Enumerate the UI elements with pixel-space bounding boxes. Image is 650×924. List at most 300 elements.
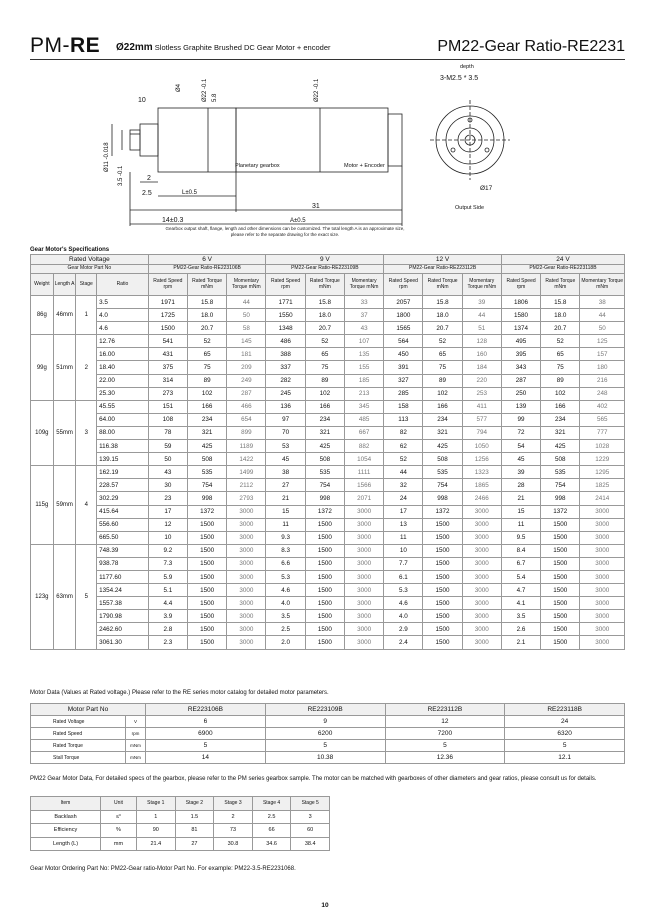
torque-cell: 1500	[541, 557, 580, 570]
speed-cell: 6.1	[384, 570, 423, 583]
speed-cell: 39	[501, 466, 540, 479]
dim-depth: depth	[460, 64, 474, 70]
spec-row	[31, 309, 625, 322]
torque-cell: 1500	[423, 531, 462, 544]
gearbox-header-cell: Stage 3	[214, 797, 253, 811]
momentary-cell: 3000	[344, 518, 383, 531]
momentary-cell: 3000	[580, 584, 625, 597]
torque-cell: 1500	[423, 557, 462, 570]
group-stage: 2	[76, 335, 97, 400]
gearbox-cell: 60	[291, 824, 330, 838]
momentary-cell: 248	[580, 387, 625, 400]
torque-cell: 1500	[187, 531, 226, 544]
technical-drawing	[100, 62, 530, 232]
speed-cell: 4.7	[501, 584, 540, 597]
torque-cell: 166	[187, 400, 226, 413]
momentary-cell: 3000	[227, 597, 266, 610]
momentary-cell: 155	[344, 361, 383, 374]
spec-row	[31, 636, 625, 649]
speed-cell: 8.3	[266, 544, 305, 557]
ratio-cell: 4.6	[97, 322, 149, 335]
motor-param-value: 5	[385, 740, 505, 752]
momentary-cell: 145	[227, 335, 266, 348]
speed-cell: 273	[148, 387, 187, 400]
torque-cell: 102	[187, 387, 226, 400]
gearbox-cell: Efficiency	[31, 824, 101, 838]
gearbox-cell: 2.5	[252, 810, 291, 824]
torque-cell: 1500	[305, 610, 344, 623]
torque-cell: 166	[423, 400, 462, 413]
group-weight: 99g	[31, 335, 54, 400]
momentary-cell: 50	[580, 322, 625, 335]
speed-cell: 13	[384, 518, 423, 531]
speed-cell: 21	[266, 492, 305, 505]
ratio-cell: 1354.24	[97, 584, 149, 597]
torque-cell: 1500	[305, 597, 344, 610]
momentary-cell: 2414	[580, 492, 625, 505]
torque-cell: 89	[541, 374, 580, 387]
dim-31: 31	[312, 203, 320, 210]
momentary-cell: 253	[462, 387, 501, 400]
speed-cell: 11	[501, 518, 540, 531]
torque-cell: 102	[541, 387, 580, 400]
gearbox-cell: 2	[214, 810, 253, 824]
torque-cell: 1500	[187, 518, 226, 531]
torque-cell: 75	[541, 361, 580, 374]
col-torque: Rated Torque mNm	[187, 274, 226, 296]
momentary-cell: 1054	[344, 453, 383, 466]
group-weight: 123g	[31, 544, 54, 649]
torque-cell: 535	[187, 466, 226, 479]
motor-part-no: RE223106B	[146, 704, 266, 716]
motor-data-row	[31, 740, 625, 752]
speed-cell: 28	[501, 479, 540, 492]
dim-25: 2.5	[142, 190, 152, 197]
ratio-cell: 3.5	[97, 296, 149, 309]
motor-param-value: 12.1	[505, 752, 625, 764]
speed-cell: 395	[501, 348, 540, 361]
speed-cell: 1771	[266, 296, 305, 309]
ratio-cell: 556.60	[97, 518, 149, 531]
gearbox-cell: ≤°	[101, 810, 137, 824]
torque-cell: 1500	[305, 584, 344, 597]
momentary-cell: 2071	[344, 492, 383, 505]
torque-cell: 1500	[423, 584, 462, 597]
dim-a: A±0.5	[290, 218, 306, 224]
speed-cell: 4.0	[266, 597, 305, 610]
speed-cell: 10	[148, 531, 187, 544]
momentary-cell: 3000	[580, 518, 625, 531]
torque-cell: 15.8	[187, 296, 226, 309]
momentary-cell: 38	[580, 296, 625, 309]
gearbox-header-row	[31, 797, 330, 811]
speed-cell: 1348	[266, 322, 305, 335]
gearbox-cell: 38.4	[291, 837, 330, 851]
motor-param-value: 5	[146, 740, 266, 752]
speed-cell: 486	[266, 335, 305, 348]
spec-row	[31, 453, 625, 466]
momentary-cell: 44	[580, 309, 625, 322]
speed-cell: 1550	[266, 309, 305, 322]
motor-param-value: 6200	[265, 728, 385, 740]
speed-cell: 2.9	[384, 623, 423, 636]
part-no-24v: PM22-Gear Ratio-RE223118B	[501, 265, 624, 274]
gearbox-data-body	[31, 810, 330, 851]
momentary-cell: 125	[580, 335, 625, 348]
gearbox-cell: Length (L)	[31, 837, 101, 851]
torque-cell: 1500	[187, 544, 226, 557]
group-length: 51mm	[53, 335, 76, 400]
speed-cell: 245	[266, 387, 305, 400]
motor-param-value: 5	[505, 740, 625, 752]
momentary-cell: 181	[227, 348, 266, 361]
gearbox-header-cell: Stage 1	[137, 797, 176, 811]
momentary-cell: 3000	[227, 636, 266, 649]
momentary-cell: 2793	[227, 492, 266, 505]
spec-row	[31, 413, 625, 426]
momentary-cell: 3000	[462, 505, 501, 518]
ratio-cell: 2462.60	[97, 623, 149, 636]
speed-cell: 1374	[501, 322, 540, 335]
col-weight: Weight	[31, 274, 54, 296]
torque-cell: 65	[541, 348, 580, 361]
spec-row	[31, 374, 625, 387]
speed-cell: 450	[384, 348, 423, 361]
torque-cell: 1500	[541, 544, 580, 557]
torque-cell: 166	[541, 400, 580, 413]
momentary-cell: 1189	[227, 440, 266, 453]
momentary-cell: 345	[344, 400, 383, 413]
torque-cell: 1500	[423, 623, 462, 636]
speed-cell: 43	[148, 466, 187, 479]
momentary-cell: 882	[344, 440, 383, 453]
group-weight: 109g	[31, 400, 54, 465]
momentary-cell: 33	[344, 296, 383, 309]
col-torque: Rated Torque mNm	[305, 274, 344, 296]
torque-cell: 508	[305, 453, 344, 466]
col-speed: Rated Speed rpm	[501, 274, 540, 296]
momentary-cell: 44	[227, 296, 266, 309]
momentary-cell: 3000	[227, 544, 266, 557]
torque-cell: 998	[423, 492, 462, 505]
torque-cell: 425	[305, 440, 344, 453]
momentary-cell: 209	[227, 361, 266, 374]
torque-cell: 321	[423, 426, 462, 439]
momentary-cell: 3000	[462, 584, 501, 597]
torque-cell: 65	[187, 348, 226, 361]
col-momentary: Momentary Torque mNm	[227, 274, 266, 296]
gearbox-header-cell: Stage 4	[252, 797, 291, 811]
gearbox-cell: 27	[175, 837, 214, 851]
momentary-cell: 3000	[580, 544, 625, 557]
torque-cell: 1500	[541, 610, 580, 623]
speed-cell: 4.6	[266, 584, 305, 597]
momentary-cell: 411	[462, 400, 501, 413]
speed-cell: 282	[266, 374, 305, 387]
torque-cell: 1372	[305, 505, 344, 518]
momentary-cell: 3000	[344, 570, 383, 583]
momentary-cell: 3000	[227, 557, 266, 570]
speed-cell: 5.1	[148, 584, 187, 597]
gearbox-row	[31, 837, 330, 851]
torque-cell: 425	[423, 440, 462, 453]
voltage-24: 24 V	[501, 255, 624, 265]
part-no-12v: PM22-Gear Ratio-RE223112B	[384, 265, 502, 274]
speed-cell: 2.4	[384, 636, 423, 649]
momentary-cell: 287	[227, 387, 266, 400]
torque-cell: 1500	[541, 623, 580, 636]
spec-title: Gear Motor's Specifications	[30, 247, 110, 253]
speed-cell: 1806	[501, 296, 540, 309]
speed-cell: 30	[148, 479, 187, 492]
spec-body	[31, 296, 625, 650]
ratio-title: PM22-Gear Ratio-RE2231	[437, 38, 625, 55]
spec-row	[31, 557, 625, 570]
momentary-cell: 3000	[344, 544, 383, 557]
momentary-cell: 39	[462, 296, 501, 309]
motor-data-body	[31, 716, 625, 764]
torque-cell: 1500	[187, 610, 226, 623]
momentary-cell: 3000	[462, 531, 501, 544]
ordering-info: Gear Motor Ordering Part No: PM22-Gear ratio-Motor Part No. For example: PM22-3.5-RE2231068.	[30, 866, 296, 872]
speed-cell: 314	[148, 374, 187, 387]
torque-cell: 1500	[541, 570, 580, 583]
torque-cell: 1500	[541, 584, 580, 597]
speed-cell: 38	[266, 466, 305, 479]
motor-param-value: 12.36	[385, 752, 505, 764]
spec-row	[31, 387, 625, 400]
torque-cell: 1500	[187, 584, 226, 597]
ratio-cell: 18.40	[97, 361, 149, 374]
gearbox-cell: 66	[252, 824, 291, 838]
torque-cell: 998	[541, 492, 580, 505]
speed-cell: 9.5	[501, 531, 540, 544]
speed-cell: 337	[266, 361, 305, 374]
speed-cell: 6.7	[501, 557, 540, 570]
momentary-cell: 3000	[344, 636, 383, 649]
momentary-cell: 44	[462, 309, 501, 322]
speed-cell: 250	[501, 387, 540, 400]
momentary-cell: 185	[344, 374, 383, 387]
page-header	[30, 34, 625, 58]
torque-cell: 1500	[305, 544, 344, 557]
motor-param-label: Stall Torque	[31, 752, 126, 764]
speed-cell: 8.4	[501, 544, 540, 557]
torque-cell: 1500	[423, 518, 462, 531]
voltage-12: 12 V	[384, 255, 502, 265]
gearbox-flange	[140, 124, 158, 156]
torque-cell: 1372	[541, 505, 580, 518]
torque-cell: 1500	[423, 636, 462, 649]
momentary-cell: 1256	[462, 453, 501, 466]
momentary-cell: 2112	[227, 479, 266, 492]
motor-param-value: 9	[265, 716, 385, 728]
gearbox-cell: Backlash	[31, 810, 101, 824]
part-no-6v: PM22-Gear Ratio-RE223106B	[148, 265, 266, 274]
torque-cell: 102	[423, 387, 462, 400]
part-no-9v: PM22-Gear Ratio-RE223109B	[266, 265, 384, 274]
speed-cell: 9.2	[148, 544, 187, 557]
speed-cell: 6.6	[266, 557, 305, 570]
gearbox-data-title: PM22 Gear Motor Data, For detailed specs of the gearbox, please refer to the PM series gearbox sample. The motor can be matched with gearboxes of other diameters and gear ratios, please consult us for details.	[30, 776, 597, 782]
motor-param-value: 12	[385, 716, 505, 728]
dim-d11: Ø11 -0.018	[104, 142, 110, 172]
momentary-cell: 160	[462, 348, 501, 361]
speed-cell: 2.5	[266, 623, 305, 636]
torque-cell: 1500	[541, 518, 580, 531]
momentary-cell: 1111	[344, 466, 383, 479]
ratio-cell: 88.00	[97, 426, 149, 439]
ratio-cell: 45.55	[97, 400, 149, 413]
spec-row	[31, 570, 625, 583]
torque-cell: 1500	[305, 623, 344, 636]
momentary-cell: 180	[580, 361, 625, 374]
torque-cell: 15.8	[305, 296, 344, 309]
torque-cell: 1500	[541, 597, 580, 610]
torque-cell: 1500	[305, 570, 344, 583]
momentary-cell: 466	[227, 400, 266, 413]
momentary-cell: 249	[227, 374, 266, 387]
spec-row	[31, 492, 625, 505]
torque-cell: 754	[423, 479, 462, 492]
gearbox-header-cell: Unit	[101, 797, 137, 811]
momentary-cell: 485	[344, 413, 383, 426]
speed-cell: 139	[501, 400, 540, 413]
torque-cell: 1372	[423, 505, 462, 518]
speed-cell: 32	[384, 479, 423, 492]
speed-cell: 7.3	[148, 557, 187, 570]
speed-cell: 391	[384, 361, 423, 374]
speed-cell: 11	[384, 531, 423, 544]
momentary-cell: 3000	[227, 610, 266, 623]
page-number: 10	[321, 902, 329, 909]
torque-cell: 52	[423, 335, 462, 348]
dim-58: 5.8	[212, 93, 218, 102]
speed-cell: 2.3	[148, 636, 187, 649]
motor-data-table	[30, 703, 625, 764]
momentary-cell: 1323	[462, 466, 501, 479]
speed-cell: 11	[266, 518, 305, 531]
ratio-cell: 12.76	[97, 335, 149, 348]
motor-data-title: Motor Data (Values at Rated voltage.) Please refer to the RE series motor catalog for detailed motor parameters.	[30, 690, 329, 696]
dim-14: 14±0.3	[162, 217, 184, 224]
label-output-side: Output Side	[455, 205, 485, 211]
momentary-cell: 3000	[227, 505, 266, 518]
motor-part-no: RE223109B	[265, 704, 385, 716]
col-speed: Rated Speed rpm	[148, 274, 187, 296]
motor-param-unit: V	[126, 716, 146, 728]
speed-cell: 285	[384, 387, 423, 400]
gearbox-cell: 30.8	[214, 837, 253, 851]
gearbox-cell: 1	[137, 810, 176, 824]
speed-cell: 388	[266, 348, 305, 361]
speed-cell: 431	[148, 348, 187, 361]
speed-cell: 3.9	[148, 610, 187, 623]
ratio-cell: 22.00	[97, 374, 149, 387]
motor-data-row	[31, 752, 625, 764]
momentary-cell: 157	[580, 348, 625, 361]
spec-row	[31, 361, 625, 374]
torque-cell: 18.0	[423, 309, 462, 322]
motor-param-label: Rated Voltage	[31, 716, 126, 728]
momentary-cell: 1825	[580, 479, 625, 492]
dim-35: 3.5 -0.1	[118, 165, 124, 186]
momentary-cell: 3000	[462, 557, 501, 570]
momentary-cell: 3000	[462, 623, 501, 636]
speed-cell: 15	[501, 505, 540, 518]
speed-cell: 54	[501, 440, 540, 453]
ratio-cell: 64.00	[97, 413, 149, 426]
speed-cell: 5.3	[384, 584, 423, 597]
momentary-cell: 1229	[580, 453, 625, 466]
momentary-cell: 3000	[344, 610, 383, 623]
torque-cell: 20.7	[541, 322, 580, 335]
part-no-label: Gear Motor Part No	[31, 265, 149, 274]
ratio-cell: 162.19	[97, 466, 149, 479]
momentary-cell: 128	[462, 335, 501, 348]
spec-row	[31, 296, 625, 309]
group-stage: 4	[76, 466, 97, 545]
speed-cell: 59	[148, 440, 187, 453]
gearbox-cell: 73	[214, 824, 253, 838]
torque-cell: 20.7	[187, 322, 226, 335]
speed-cell: 2.1	[501, 636, 540, 649]
momentary-cell: 135	[344, 348, 383, 361]
speed-cell: 2057	[384, 296, 423, 309]
momentary-cell: 3000	[462, 570, 501, 583]
spec-row	[31, 544, 625, 557]
speed-cell: 4.0	[384, 610, 423, 623]
torque-cell: 15.8	[541, 296, 580, 309]
speed-cell: 17	[148, 505, 187, 518]
speed-cell: 1580	[501, 309, 540, 322]
momentary-cell: 577	[462, 413, 501, 426]
speed-cell: 1500	[148, 322, 187, 335]
encoder-cap	[388, 114, 402, 166]
dim-d22a: Ø22 -0.1	[202, 78, 208, 102]
speed-cell: 72	[501, 426, 540, 439]
torque-cell: 754	[305, 479, 344, 492]
dim-d17: Ø17	[480, 185, 493, 192]
torque-cell: 18.0	[187, 309, 226, 322]
momentary-cell: 1050	[462, 440, 501, 453]
motor-param-value: 24	[505, 716, 625, 728]
speed-cell: 5.3	[266, 570, 305, 583]
speed-cell: 62	[384, 440, 423, 453]
gearbox-header-cell: Stage 5	[291, 797, 330, 811]
momentary-cell: 3000	[580, 623, 625, 636]
rated-voltage-label: Rated Voltage	[31, 255, 149, 265]
torque-cell: 535	[423, 466, 462, 479]
col-momentary: Momentary Torque mNm	[580, 274, 625, 296]
speed-cell: 158	[384, 400, 423, 413]
ratio-cell: 4.0	[97, 309, 149, 322]
torque-cell: 1372	[187, 505, 226, 518]
speed-cell: 21	[501, 492, 540, 505]
motor-param-label: Rated Torque	[31, 740, 126, 752]
torque-cell: 1500	[187, 636, 226, 649]
gearbox-cell: 81	[175, 824, 214, 838]
torque-cell: 1500	[541, 531, 580, 544]
gearbox-cell: 90	[137, 824, 176, 838]
momentary-cell: 3000	[462, 610, 501, 623]
torque-cell: 535	[541, 466, 580, 479]
speed-cell: 287	[501, 374, 540, 387]
momentary-cell: 3000	[227, 570, 266, 583]
dim-l: L±0.5	[182, 190, 197, 196]
ratio-cell: 938.78	[97, 557, 149, 570]
torque-cell: 89	[305, 374, 344, 387]
